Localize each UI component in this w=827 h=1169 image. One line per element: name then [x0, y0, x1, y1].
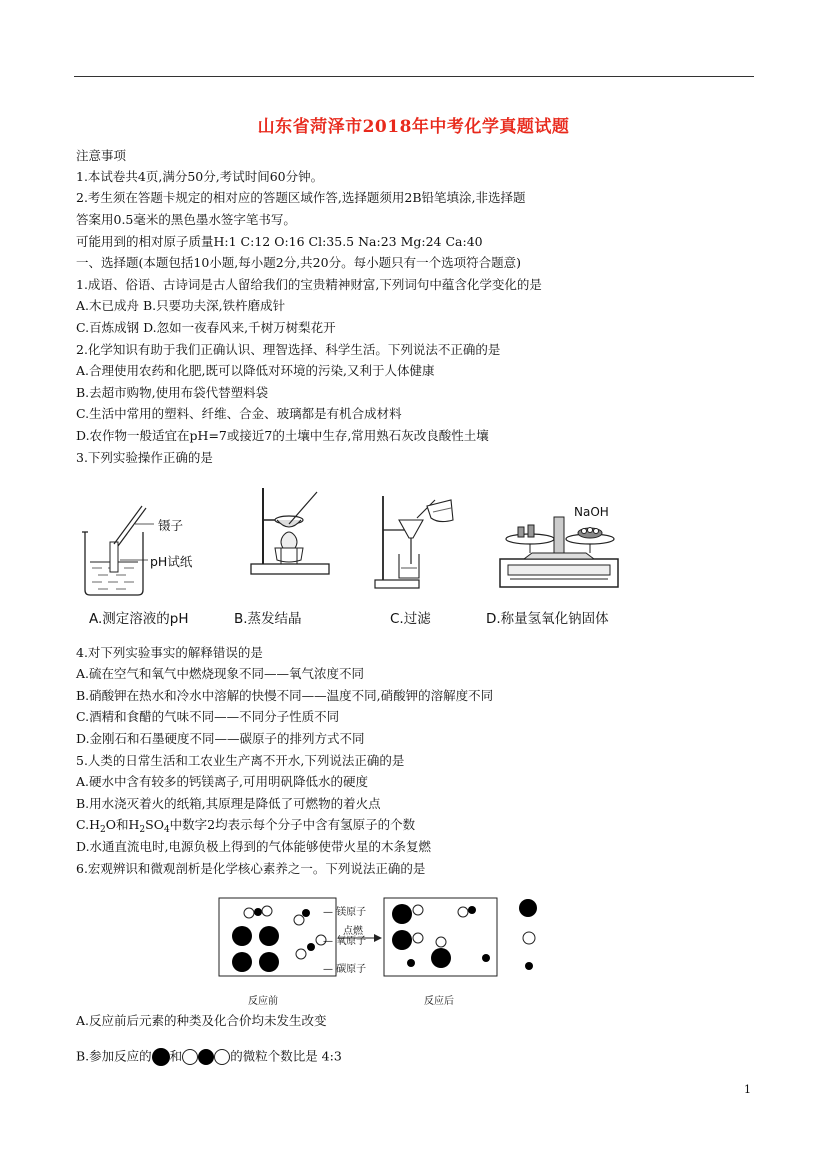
text-line: 4.对下列实验事实的解释错误的是	[76, 645, 263, 660]
text-line: 5.人类的日常生活和工农业生产离不开水,下列说法正确的是	[76, 753, 405, 768]
page-number: 1	[744, 1083, 751, 1096]
reaction-diagram	[218, 896, 618, 980]
evaporation-figure	[245, 484, 335, 580]
header-rule	[74, 76, 754, 77]
ph-paper-label: pH试纸	[150, 554, 193, 569]
text-line: 1.成语、俗语、古诗词是古人留给我们的宝贵精神财富,下列词句中蕴含化学变化的是	[76, 277, 542, 292]
text-line: D.水通直流电时,电源负极上得到的气体能够使带火星的木条复燃	[76, 839, 432, 854]
text-line-formula: $C.H_2O$和$H_2SO_4$中数字2均表示每个分子中含有氢原子的个数	[76, 817, 416, 835]
text-line: 答案用0.5毫米的黑色墨水签字笔书写。	[76, 212, 296, 227]
text-line: C.生活中常用的塑料、纤维、合金、玻璃都是有机合成材料	[76, 406, 402, 421]
carbon-atom-icon	[198, 1049, 214, 1065]
text-line: 1.本试卷共4页,满分50分,考试时间60分钟。	[76, 169, 324, 184]
text-line: A.反应前后元素的种类及化合价均未发生改变	[76, 1013, 327, 1028]
legend-mg-label: — 镁原子	[323, 907, 367, 918]
caption-c: C.过滤	[390, 611, 431, 627]
naoh-label: NaOH	[574, 505, 609, 519]
text-line: A.合理使用农药和化肥,既可以降低对环境的污染,又利于人体健康	[76, 363, 435, 378]
oxygen-atom-icon	[182, 1049, 198, 1065]
text-line: 3.下列实验操作正确的是	[76, 450, 213, 465]
filtration-figure	[373, 494, 463, 594]
text-line: 6.宏观辨识和微观剖析是化学核心素养之一。下列说法正确的是	[76, 861, 426, 876]
before-label: 反应前	[248, 996, 278, 1007]
caption-d: D.称量氢氧化钠固体	[486, 611, 609, 627]
text-line: 2.化学知识有助于我们正确认识、理智选择、科学生活。下列说法不正确的是	[76, 342, 501, 357]
text-line: 注意事项	[76, 148, 127, 163]
page-title: 山东省菏泽市2018年中考化学真题试题	[257, 117, 570, 137]
caption-b: B.蒸发结晶	[234, 611, 302, 627]
text-line: 2.考生须在答题卡规定的相对应的答题区域作答,选择题须用2B铅笔填涂,非选择题	[76, 190, 526, 205]
text-line: B.硝酸钾在热水和冷水中溶解的快慢不同——温度不同,硝酸钾的溶解度不同	[76, 688, 494, 703]
tweezers-label: 镊子	[158, 518, 184, 533]
text-line: 一、选择题(本题包括10小题,每小题2分,共20分。每小题只有一个选项符合题意)	[76, 255, 521, 270]
ignite-label: 点燃	[343, 926, 363, 937]
text-line: C.酒精和食醋的气味不同——不同分子性质不同	[76, 709, 340, 724]
text-line: 可能用到的相对原子质量H:1 C:12 O:16 Cl:35.5 Na:23 Mg:24 Ca:40	[76, 234, 483, 249]
text-line-q6b: B.参加反应的 和 的微粒个数比是 4:3	[76, 1048, 342, 1066]
oxygen-atom-icon	[214, 1049, 230, 1065]
text-line: B.用水浇灭着火的纸箱,其原理是降低了可燃物的着火点	[76, 796, 381, 811]
after-label: 反应后	[424, 996, 454, 1007]
text-line: D.金刚石和石墨硬度不同——碳原子的排列方式不同	[76, 731, 365, 746]
text-line: C.百炼成钢 D.忽如一夜春风来,千树万树梨花开	[76, 320, 336, 335]
caption-a: A.测定溶液的pH	[89, 611, 189, 627]
text-line: A.硬水中含有较多的钙镁离子,可用明矾降低水的硬度	[76, 774, 368, 789]
legend-c-label: — 碳原子	[323, 964, 367, 975]
text-line: D.农作物一般适宜在pH=7或接近7的土壤中生存,常用熟石灰改良酸性土壤	[76, 428, 489, 443]
text-line: B.去超市购物,使用布袋代替塑料袋	[76, 385, 269, 400]
text-line: A.木已成舟 B.只要功夫深,铁杵磨成针	[76, 298, 286, 313]
text-line: A.硫在空气和氧气中燃烧现象不同——氧气浓度不同	[76, 666, 365, 681]
legend-o-label: — 氧原子	[323, 936, 367, 947]
mg-atom-icon	[152, 1048, 170, 1066]
